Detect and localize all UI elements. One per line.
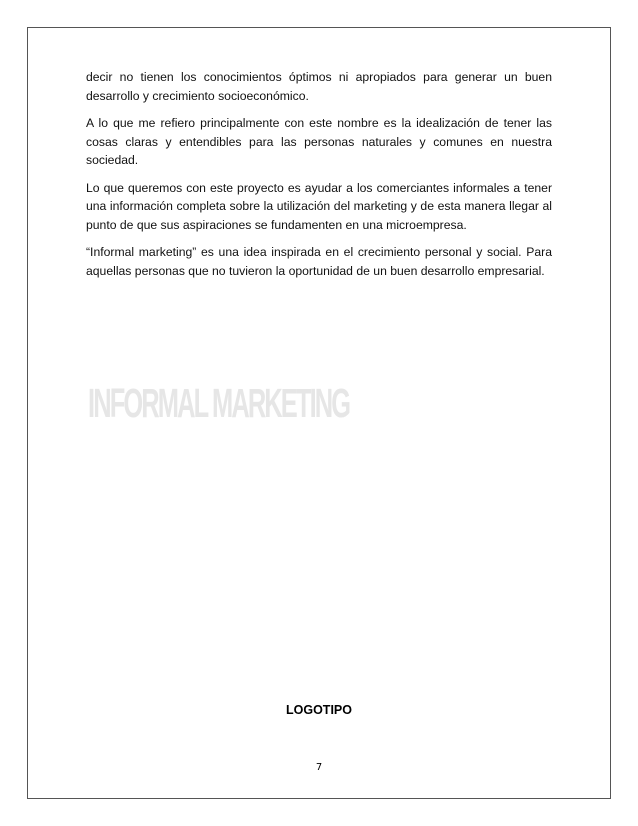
body-text <box>86 68 552 289</box>
page-number: 7 <box>315 762 323 773</box>
paragraph-4: “Informal marketing” es una idea inspirada en el crecimiento personal y social. Para aquellas personas que no tuvieron la oportunidad de un buen desarrollo empresarial. <box>86 245 552 278</box>
paragraph-3: Lo que queremos con este proyecto es ayudar a los comerciantes informales a tener una información completa sobre la utilización del marketing y de esta manera llegar al punto de que sus aspiraciones se fundamenten en una microempresa. <box>86 180 552 232</box>
logo-image: INFORMAL MARKETING <box>88 380 350 426</box>
paragraph-2: A lo que me refiero principalmente con este nombre es la idealización de tener las cosas claras y entendibles para las personas naturales y comunes en nuestra sociedad. <box>86 116 552 167</box>
paragraph-1: decir no tienen los conocimientos óptimos ni apropiados para generar un buen desarrollo y crecimiento socioeconómico. <box>86 70 552 103</box>
logo-caption: LOGOTIPO <box>286 703 352 717</box>
